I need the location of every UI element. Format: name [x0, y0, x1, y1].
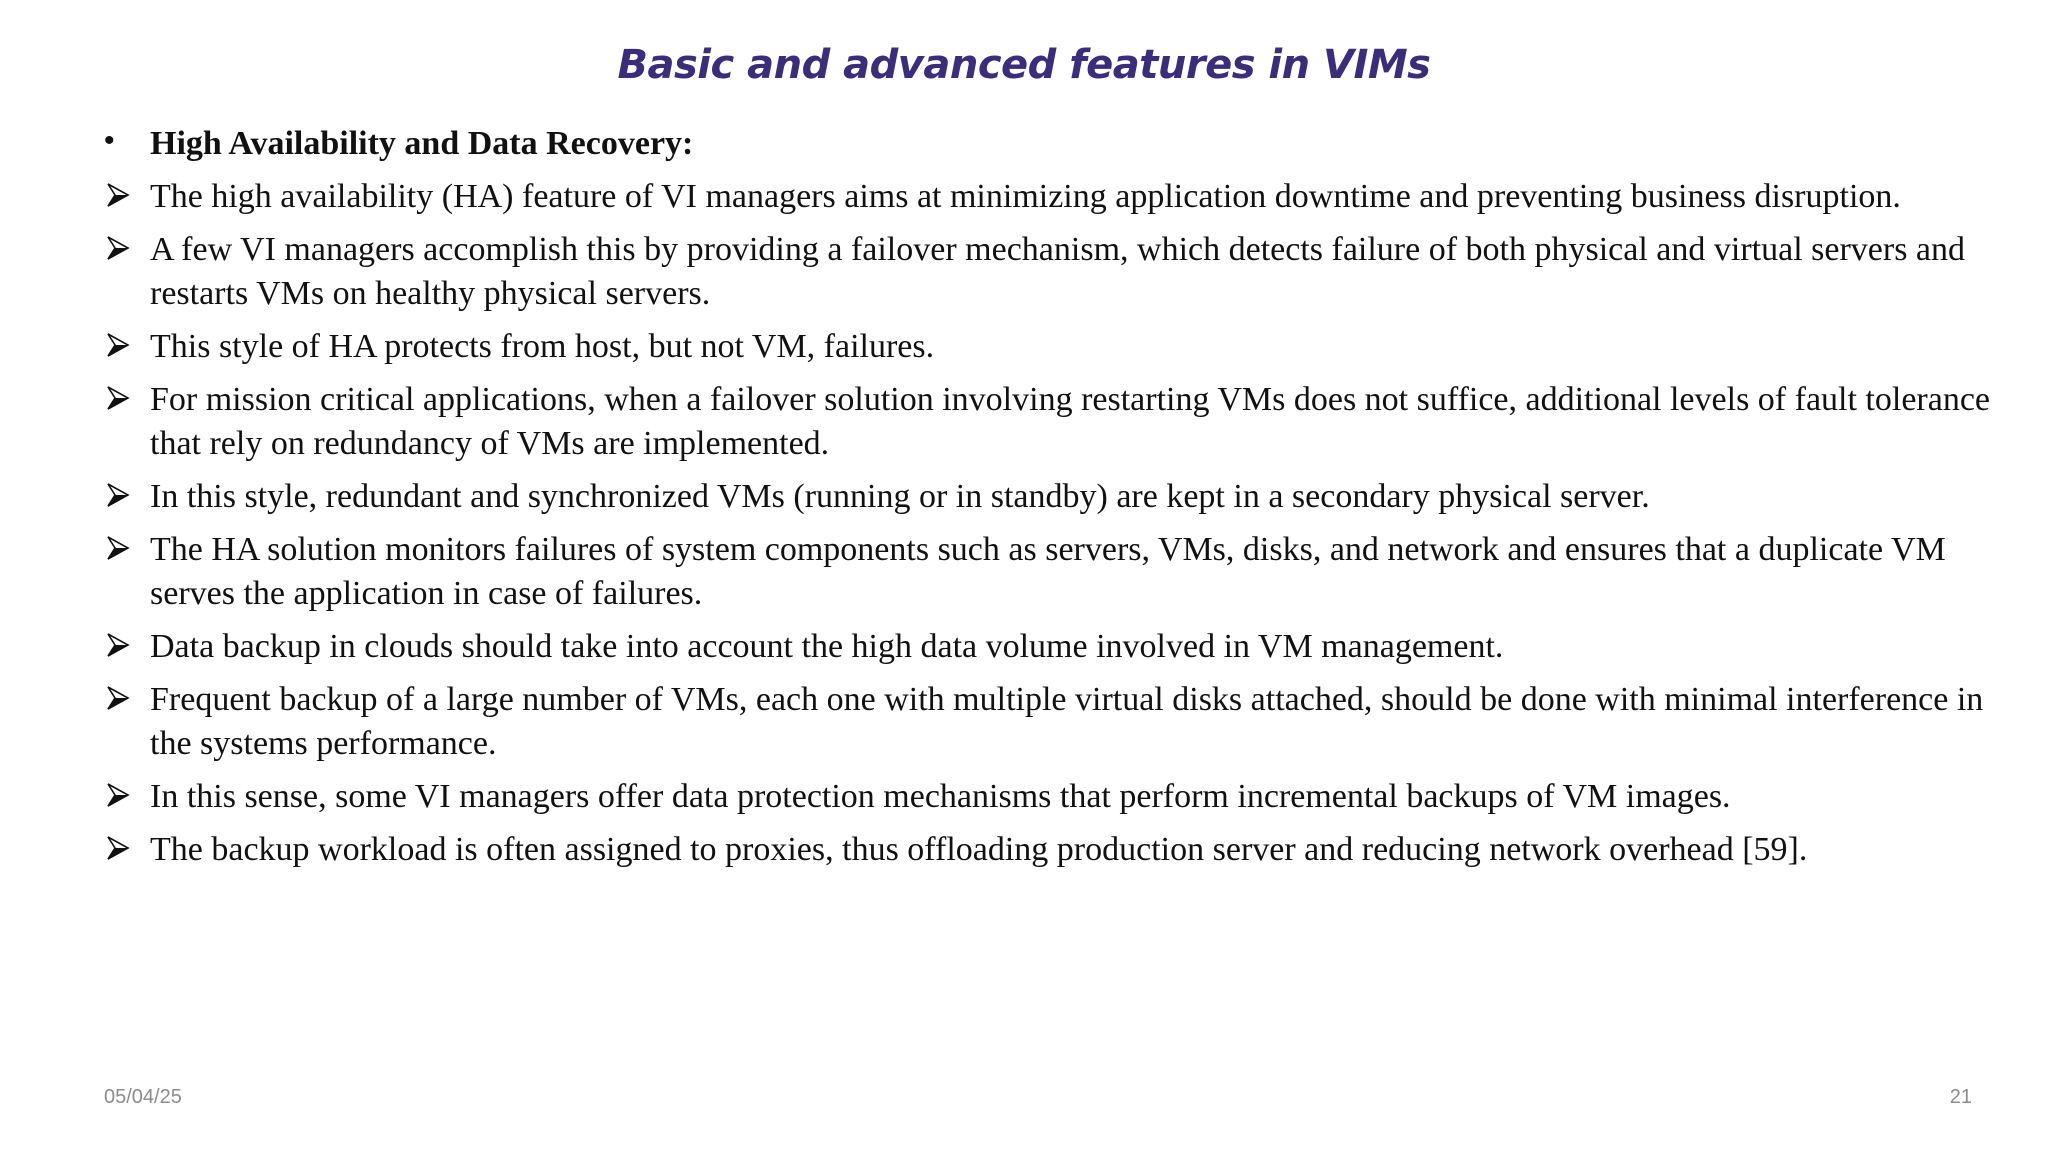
bullet-list	[100, 175, 2000, 872]
footer-date: 05/04/25	[104, 1086, 182, 1108]
bullet-icon: •	[104, 124, 115, 157]
list-item	[100, 378, 2000, 466]
list-item	[100, 228, 2000, 316]
arrow-bullet-icon	[104, 828, 134, 872]
list-item-text: The backup workload is often assigned to proxies, thus offloading production server and reducing network overhead [59].	[150, 831, 1808, 868]
list-item	[100, 775, 2000, 819]
list-item-text: In this sense, some VI managers offer data protection mechanisms that perform incremental backups of VM images.	[150, 778, 1731, 815]
section-heading	[100, 122, 2000, 166]
list-item-text: This style of HA protects from host, but not VM, failures.	[150, 328, 935, 365]
list-item	[100, 828, 2000, 872]
list-item-text: Frequent backup of a large number of VMs, each one with multiple virtual disks attached, should be done with minimal interference in the systems performance.	[150, 681, 1984, 762]
list-item	[100, 625, 2000, 669]
slide-title: Basic and advanced features in VIMs	[617, 42, 1431, 88]
arrow-bullet-icon	[104, 775, 134, 819]
list-item-text: The HA solution monitors failures of system components such as servers, VMs, disks, and network and ensures that a duplicate VM serves the application in case of failures.	[150, 531, 1946, 612]
arrow-bullet-icon	[104, 475, 134, 519]
list-item	[100, 325, 2000, 369]
arrow-bullet-icon	[104, 678, 134, 722]
list-item	[100, 528, 2000, 616]
arrow-bullet-icon	[104, 175, 134, 219]
list-item-text: A few VI managers accomplish this by providing a failover mechanism, which detects failure of both physical and virtual servers and restarts VMs on healthy physical servers.	[150, 231, 1966, 312]
arrow-bullet-icon	[104, 625, 134, 669]
slide-content	[100, 122, 2000, 881]
list-item	[100, 678, 2000, 766]
section-heading-text: High Availability and Data Recovery:	[150, 125, 694, 162]
list-item-text: The high availability (HA) feature of VI managers aims at minimizing application downtime and preventing business disruption.	[150, 178, 1901, 215]
list-item-text: Data backup in clouds should take into account the high data volume involved in VM management.	[150, 628, 1504, 665]
arrow-bullet-icon	[104, 228, 134, 272]
list-item-text: For mission critical applications, when a failover solution involving restarting VMs does not suffice, additional levels of fault tolerance that rely on redundancy of VMs are implemented.	[150, 381, 1991, 462]
list-item	[100, 475, 2000, 519]
page-number: 21	[1949, 1086, 1972, 1108]
list-item-text: In this style, redundant and synchronized VMs (running or in standby) are kept in a secondary physical server.	[150, 478, 1650, 515]
list-item	[100, 175, 2000, 219]
arrow-bullet-icon	[104, 528, 134, 572]
arrow-bullet-icon	[104, 325, 134, 369]
arrow-bullet-icon	[104, 378, 134, 422]
